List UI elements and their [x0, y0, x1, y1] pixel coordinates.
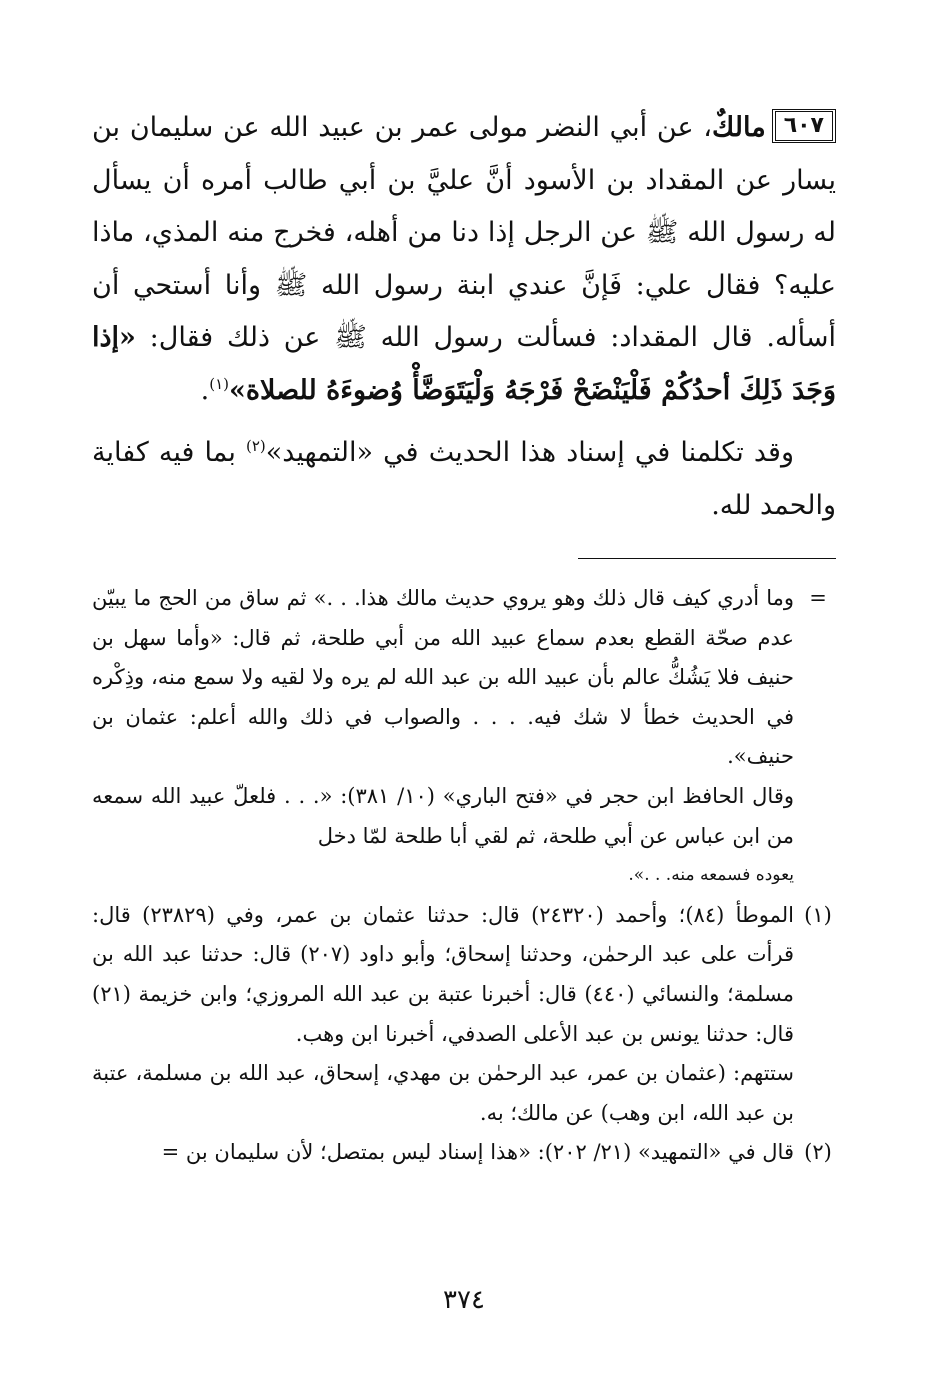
- hadith-narrator: مالكٌ: [712, 112, 766, 143]
- footnote-ref-2[interactable]: (٢): [245, 437, 266, 455]
- footnote-2-text: قال في «التمهيد» (٢١/ ٢٠٢): «هذا إسناد ليس بمتصل؛ لأن سليمان بن =: [161, 1140, 794, 1165]
- commentary-text: وقد تكلمنا في إسناد هذا الحديث في «التمهيد»: [265, 437, 794, 468]
- footnote-1: [92, 896, 836, 1134]
- prophetic-saying: «إذا وَجَدَ ذَلِكَ أحدُكُمْ فَلْيَنْضَحْ فَرْجَهُ وَلْيَتَوَضَّأْ وُضوءَهُ للصلاة»: [92, 322, 836, 406]
- book-page: [92, 102, 836, 1352]
- commentary-end: بما فيه كفاية والحمد لله.: [92, 437, 836, 521]
- commentary-paragraph: [92, 427, 836, 532]
- hadith-text: ، عن أبي النضر مولى عمر بن عبيد الله عن سليمان بن يسار عن المقداد بن الأسود أنَّ عليَّ بن أبي طالب أمره أن يسأل له رسول الله ﷺ عن الرجل إذا دنا من أهله، فخرج منه المذي، ماذا عليه؟ فقال علي: فَإنَّ عندي ابنة رسول الله ﷺ وأنا أستحي أن أسأله. قال المقداد: فسألت رسول الله ﷺ عن ذلك فقال:: [92, 112, 836, 353]
- footnote-continuation: [92, 579, 836, 896]
- footnote-1-line-1: الموطأ (٨٤)؛ وأحمد (٢٤٣٢٠) قال: حدثنا عثمان بن عمر، وفي (٢٣٨٢٩) قال: قرأت على عبد الرحمٰن، وحدثنا إسحاق؛ وأبو داود (٢٠٧) قال: حدثنا عبد الله بن مسلمة؛ والنسائي (٤٤٠) قال: أخبرنا عتبة بن عبد الله المروزي؛ وابن خزيمة (٢١) قال: حدثنا يونس بن عبد الأعلى الصدفي، أخبرنا ابن وهب.: [92, 902, 794, 1046]
- footnote-ref-1[interactable]: (١): [209, 374, 230, 393]
- footnote-2-marker: (٢): [804, 1140, 832, 1165]
- continuation-small-line: يعوده فسمعه منه. . .».: [628, 865, 794, 886]
- continuation-line-1: وما أدري كيف قال ذلك وهو يروي حديث مالك هذا. . .» ثم ساق من الحج ما يبيّن عدم صحّة القطع بعدم سماع عبيد الله من أبي طلحة، ثم قال: «وأما سهل بن حنيف فلا يَشُكُّ عالم بأن عبيد الله بن عبد الله لم يره ولا لقيه ولا سمع منه، وذِكْره في الحديث خطأ لا شك فيه. . . . والصواب في ذلك والله أعلم: عثمان بن حنيف».: [92, 586, 794, 769]
- hadith-number-box: ٦٠٧: [772, 109, 836, 143]
- page-number: ٣٧٤: [443, 1285, 485, 1315]
- footnote-1-marker: (١): [804, 902, 832, 927]
- footnote-1-line-2: ستتهم: (عثمان بن عمر، عبد الرحمٰن بن مهدي، إسحاق، عبد الله بن مسلمة، عتبة بن عبد الله، ابن وهب) عن مالك؛ به.: [92, 1061, 794, 1125]
- hadith-end-punct: .: [200, 374, 210, 406]
- footnote-2: [92, 1133, 836, 1173]
- hadith-paragraph: [92, 102, 836, 417]
- footnote-separator: [578, 558, 836, 559]
- footnotes-section: [92, 579, 836, 1173]
- continuation-marker: =: [809, 586, 827, 610]
- continuation-line-2: وقال الحافظ ابن حجر في «فتح الباري» (١٠/ ٣٨١): «. . . فلعلّ عبيد الله سمعه من ابن عباس عن أبي طلحة، ثم لقي أبا طلحة لمّا دخل: [92, 783, 794, 848]
